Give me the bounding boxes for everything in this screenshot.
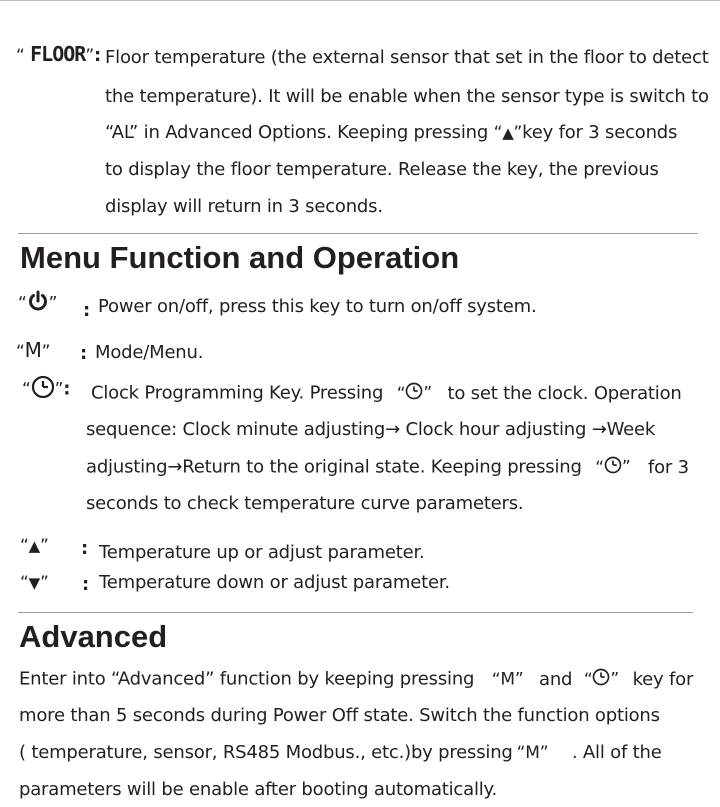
down-key-row: “▼” xyxy=(20,573,49,593)
top-rule xyxy=(0,0,720,1)
advanced-line-1b: key for xyxy=(632,668,694,690)
mode-colon: : xyxy=(80,343,87,364)
clock-desc-line-2: sequence: Clock minute adjusting→ Clock hour adjusting →Week xyxy=(86,419,656,440)
clock-key-row: “ ”: xyxy=(22,375,70,404)
section-divider-2 xyxy=(18,612,693,613)
advanced-clock-icon xyxy=(592,668,610,691)
advanced-line-3b: . All of the xyxy=(571,742,662,763)
clock-icon xyxy=(31,375,55,404)
floor-desc-line-3a: “AL” in Advanced Options. Keeping pressing xyxy=(105,122,494,143)
down-arrow-icon: ▼ xyxy=(28,574,40,592)
mode-desc: Mode/Menu. xyxy=(95,342,204,363)
advanced-and: and xyxy=(539,668,573,690)
advanced-line-3a: ( temperature, sensor, RS485 Modbus., etc.)by pressing xyxy=(19,742,513,763)
advanced-mode-key: M xyxy=(500,669,515,690)
power-colon: : xyxy=(83,300,90,321)
down-desc: Temperature down or adjust parameter. xyxy=(99,572,450,593)
clock-desc-3b: for 3 xyxy=(647,456,689,478)
power-desc: Power on/off, press this key to turn on/off system. xyxy=(98,296,537,317)
section-divider-1 xyxy=(18,233,698,234)
power-key-row: “ ” xyxy=(18,290,57,317)
clock-desc-1a: Clock Programming Key. Pressing xyxy=(91,382,384,404)
clock-desc-3a: adjusting→Return to the original state. Keeping pressing xyxy=(86,456,582,478)
advanced-line-2: more than 5 seconds during Power Off state. Switch the function options xyxy=(19,705,660,726)
clock-desc-line-3: adjusting→Return to the original state. Keeping pressing “ ” for 3 xyxy=(86,456,689,478)
mode-key-row: “M” xyxy=(16,338,51,362)
down-colon: : xyxy=(82,574,89,595)
clock-icon-inline xyxy=(405,382,423,405)
clock-icon-inline-2 xyxy=(604,456,622,479)
clock-desc-line-1: Clock Programming Key. Pressing “ ” to set the clock. Operation xyxy=(91,382,682,404)
up-key-row: “▲” xyxy=(20,536,49,556)
floor-key-label-group: “ FLOOR”: xyxy=(16,42,101,66)
up-desc: Temperature up or adjust parameter. xyxy=(99,542,425,563)
floor-key-label: FLOOR xyxy=(30,42,86,66)
power-icon xyxy=(27,290,49,317)
advanced-heading: Advanced xyxy=(19,619,168,654)
clock-desc-1b: to set the clock. Operation xyxy=(447,382,682,404)
clock-desc-line-4: seconds to check temperature curve parameters. xyxy=(86,493,524,514)
floor-desc-line-4: to display the floor temperature. Release the key, the previous xyxy=(105,159,659,180)
menu-heading: Menu Function and Operation xyxy=(20,240,460,275)
floor-desc-line-2: the temperature). It will be enable when the sensor type is switch to xyxy=(105,86,709,107)
up-triangle-icon: ▲ xyxy=(502,124,514,142)
floor-desc-line-5: display will return in 3 seconds. xyxy=(105,196,383,217)
advanced-line-3: ( temperature, sensor, RS485 Modbus., etc.)by pressing “M” . All of the xyxy=(19,742,662,763)
floor-desc-line-3b: key for 3 seconds xyxy=(522,122,678,143)
advanced-line-1a: Enter into “Advanced” function by keeping pressing xyxy=(19,668,475,690)
mode-key-letter: M xyxy=(24,338,42,362)
up-colon: : xyxy=(81,538,88,559)
advanced-line-1: Enter into “Advanced” function by keeping pressing “M” and “ ” key for xyxy=(19,668,694,690)
floor-desc-line-3: “AL” in Advanced Options. Keeping pressing “▲”key for 3 seconds xyxy=(105,122,678,143)
advanced-line-4: parameters will be enable after booting automatically. xyxy=(19,779,497,800)
floor-desc-line-1: Floor temperature (the external sensor that set in the floor to detect xyxy=(105,47,709,68)
advanced-mode-key-2: M xyxy=(525,743,540,763)
up-arrow-icon: ▲ xyxy=(28,537,40,555)
